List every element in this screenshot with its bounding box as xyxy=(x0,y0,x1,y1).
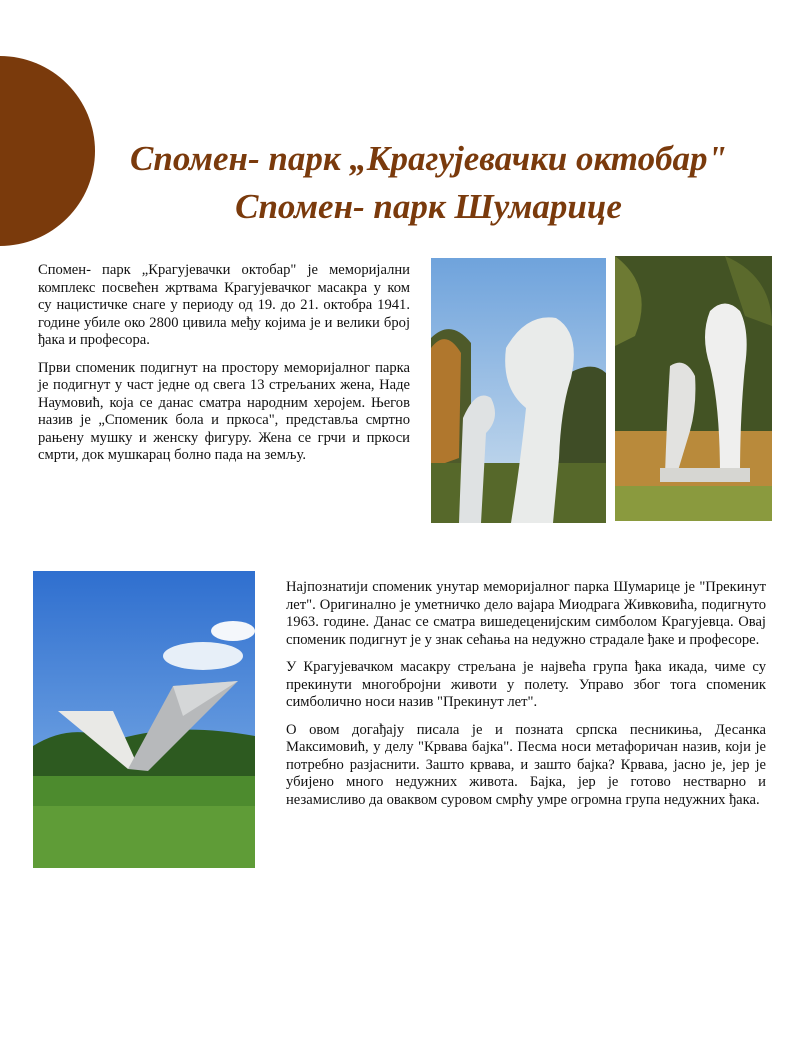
page-title-line-2: Спомен- парк Шумарице xyxy=(235,187,622,226)
paragraph: Први споменик подигнут на простору меморијалног парка је подигнут у част једне од свега 13 стрељаних жена, Наде Наумовић, која се данас сматра народним херојем. Његов назив је „Споменик бола и пркоса", представља смртно рањену мушку и женску фигуру. Жена се грчи и пркоси смрти, док мушкарац болно пада на земљу. xyxy=(38,359,410,463)
paragraph: У Крагујевачком масакру стрељана је највећа група ђака икада, чиме су прекинути многобројни животи у полету. Управо због тога споменик симболично носи назив "Прекинут лет". xyxy=(286,659,766,710)
paragraph: О овом догађају писала је и позната српска песникиња, Десанка Максимовић, у делу "Крвава бајка". Песма носи метафоричан назив, који је потребно разјаснити. Зашто крвава, и зашто бајка? Крвава, јасно је, јер је убијено много недужних живота. Бајка, јер је готово нестварно и незамисливо да оваквом суровом смрћу умре огромна група недужних ђака. xyxy=(286,721,766,808)
monument-pain-defiance-photo-2 xyxy=(615,256,772,521)
intro-text-block xyxy=(38,262,410,475)
paragraph: Најпознатији споменик унутар меморијалног парка Шумарице је "Прекинут лет". Оригинално је уметничко дело вајара Миодрага Живковића, подигнуто 1963. године. Данас се сматра вишедеценијским симболом Крагујевца. Овај споменик подигнут је у знак сећања на недужно страдале ђаке и професоре. xyxy=(286,579,766,648)
interrupted-flight-text-block xyxy=(286,579,766,819)
monument-pain-defiance-photo xyxy=(431,258,606,523)
page-title-line-1: Спомен- парк „Крагујевачки октобар" xyxy=(130,139,727,178)
paragraph: Спомен- парк „Крагујевачки октобар" је меморијални комплекс посвећен жртвама Крагујевачког масакра у ком су нацистичке снаге у периоду од 19. до 21. октобра 1941. године убиле око 2800 цивила међу којима је и велики број ђака и професора. xyxy=(38,262,410,348)
interrupted-flight-photo xyxy=(33,571,255,868)
